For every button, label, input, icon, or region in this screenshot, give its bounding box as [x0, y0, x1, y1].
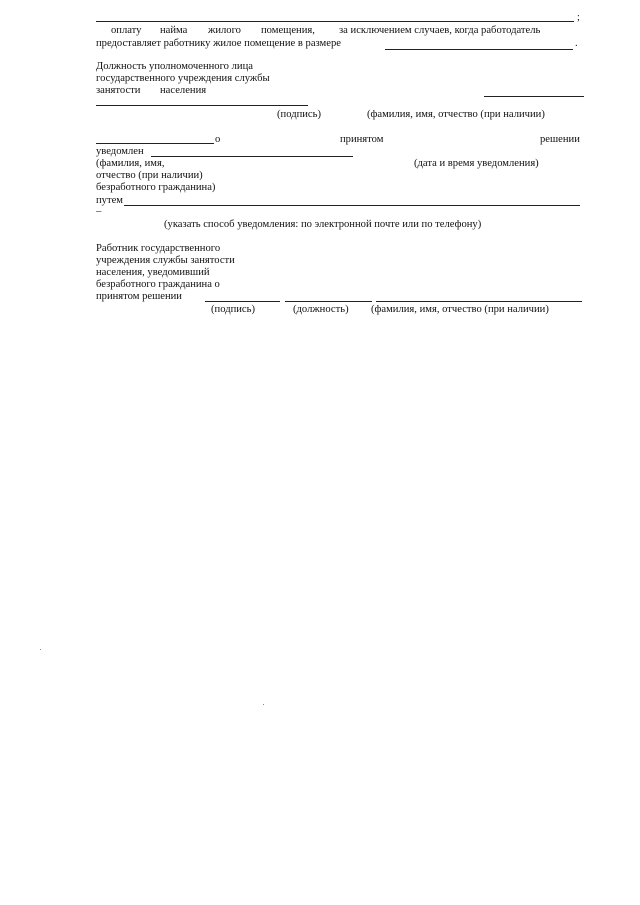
semicolon: ;: [577, 12, 580, 23]
word-uvedomlen: уведомлен: [96, 146, 144, 157]
date-blank-line: [151, 156, 353, 157]
scan-speck: [40, 649, 41, 650]
fio-blank-line: [484, 96, 584, 97]
label-line: принятом решении: [96, 291, 182, 302]
name-blank-line: [96, 143, 214, 144]
signature-caption: (подпись): [211, 304, 255, 315]
label-line: Должность уполномоченного лица: [96, 61, 253, 72]
fio-caption: (фамилия, имя, отчество (при наличии): [367, 109, 545, 120]
method-blank-line: [124, 205, 580, 206]
label-line: населения, уведомивший: [96, 267, 210, 278]
label-line: государственного учреждения службы: [96, 73, 270, 84]
text-word: за исключением случаев, когда работодатель: [339, 25, 541, 36]
label-line: занятости: [96, 85, 141, 96]
word-o: о: [215, 134, 221, 145]
text-word: помещения,: [261, 25, 315, 36]
text-word: найма: [160, 25, 188, 36]
label-line: безработного гражданина о: [96, 279, 220, 290]
fio-caption: (фамилия, имя, отчество (при наличии): [371, 304, 549, 315]
word-prinyatom: принятом: [340, 134, 384, 145]
date-caption: (дата и время уведомления): [414, 158, 539, 169]
word-putem: путем: [96, 195, 124, 206]
text-word: жилого: [208, 25, 241, 36]
position-blank-line: [285, 301, 372, 302]
position-caption: (должность): [293, 304, 349, 315]
label-line: Работник государственного: [96, 243, 221, 254]
text-word: оплату: [111, 25, 142, 36]
caption-line: (фамилия, имя,: [96, 158, 165, 169]
period: .: [575, 38, 578, 49]
label-line: учреждения службы занятости: [96, 255, 235, 266]
dash: –: [96, 206, 102, 217]
caption-line: отчество (при наличии): [96, 170, 203, 181]
caption-line: безработного гражданина): [96, 182, 216, 193]
blank-line: [385, 49, 573, 50]
blank-line: [96, 21, 574, 22]
signature-blank-line: [96, 105, 308, 106]
scan-speck: [263, 704, 264, 705]
text-line: предоставляет работнику жилое помещение в размере: [96, 38, 341, 49]
fio-blank-line: [376, 301, 582, 302]
signature-blank-line: [205, 301, 280, 302]
label-line: населения: [160, 85, 207, 96]
word-reshenii: решении: [540, 134, 580, 145]
method-caption: (указать способ уведомления: по электронной почте или по телефону): [164, 219, 482, 230]
signature-caption: (подпись): [277, 109, 321, 120]
